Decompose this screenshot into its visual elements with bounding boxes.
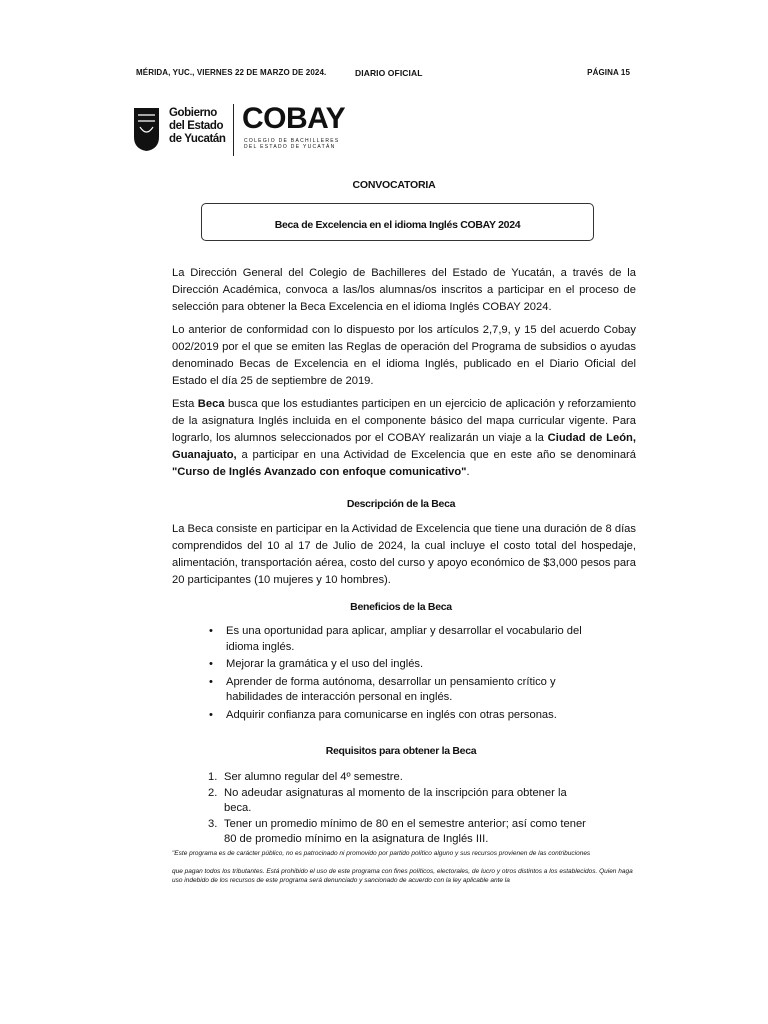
gobierno-line-2: del Estado (169, 120, 224, 132)
cobay-logo: COBAY (242, 102, 346, 135)
section-heading-requisitos: Requisitos para obtener la Beca (325, 745, 477, 757)
item-text: Tener un promedio mínimo de 80 en el semestre anterior; así como tener 80 de promedio mínimo en la asignatura de Inglés III. (224, 817, 586, 845)
logo-divider (233, 104, 234, 156)
paragraph-legal: Lo anterior de conformidad con lo dispuesto por los artículos 2,7,9, y 15 del acuerdo Cobay 002/2019 por el que se emiten las Reglas de operación del Programa de subsidios o ayudas denominado Becas de Excelencia en el idioma Inglés, publicado en el Diario Oficial del Estado el día 25 de septiembre de 2019. (172, 324, 636, 387)
section-heading-beneficios: Beneficios de la Beca (350, 601, 452, 613)
header-page-number: PÁGINA 15 (587, 68, 630, 77)
gobierno-line-1: Gobierno (169, 107, 217, 119)
requirements-list (208, 770, 588, 848)
item-text: Ser alumno regular del 4º semestre. (224, 771, 403, 783)
cobay-sub-line-2: DEL ESTADO DE YUCATÁN (244, 144, 336, 150)
p3-bold-course: "Curso de Inglés Avanzado con enfoque comunicativo" (172, 466, 467, 478)
item-number: 2. (208, 786, 218, 799)
p3-bold-beca: Beca (197, 398, 225, 410)
p3-text-c: busca que los estudiantes participen en un ejercicio de aplicación y reforzamiento de la asignatura Inglés incluida en el componente básico del mapa curricular vigente. Para lograrlo, los alumnos seleccionados por el COBAY realizarán un viaje a la (172, 398, 636, 444)
gobierno-line-3: de Yucatán (169, 133, 226, 145)
paragraph-intro: La Dirección General del Colegio de Bachilleres del Estado de Yucatán, a través de la Dirección Académica, convoca a las/los alumnas/os inscritos a participar en el proceso de selección para obtener la Beca Excelencia en el idioma Inglés COBAY 2024. (172, 267, 636, 313)
cobay-sub-line-1: COLEGIO DE BACHILLERES (244, 138, 340, 144)
footnote-line-2: que pagan todos los tributantes. Está prohibido el uso de este programa con fines políticos, electorales, de lucro y otros distintos a los establecidos. Quien haga uso indebido de los recursos de este programa será denunciado y sancionado de acuerdo con la ley aplicable ante la (172, 868, 633, 884)
cobay-subtitle (244, 138, 340, 150)
p3-bold-city: Ciudad de León, Guanajuato, (172, 432, 636, 461)
list-item: • Aprender de forma autónoma, desarrollar un pensamiento crítico y habilidades de interacción personal en inglés. (206, 675, 586, 706)
footnote-line-1: "Este programa es de carácter público, no es patrocinado ni promovido por partido político alguno y sus recursos provienen de las contribuciones (172, 850, 591, 857)
gobierno-logo-text (169, 107, 226, 146)
list-item: • Es una oportunidad para aplicar, ampliar y desarrollar el vocabulario del idioma inglés. (206, 624, 586, 655)
benefits-list (206, 624, 586, 725)
list-item (208, 817, 588, 848)
p3-text-e: a participar en una Actividad de Excelencia que en este año se denominará (236, 449, 636, 461)
list-item (208, 770, 588, 786)
p3-text-a: Esta (172, 398, 198, 410)
paragraph-objective (172, 396, 636, 481)
header-date: MÉRIDA, YUC., VIERNES 22 DE MARZO DE 2024. (136, 68, 327, 77)
section-heading-descripcion: Descripción de la Beca (346, 498, 456, 510)
list-item: • Mejorar la gramática y el uso del inglés. (206, 657, 586, 673)
beca-title: Beca de Excelencia en el idioma Inglés COBAY 2024 (274, 219, 521, 231)
paragraph-description: La Beca consiste en participar en la Actividad de Excelencia que tiene una duración de 8 días comprendidos del 10 al 17 de Julio de 2024, la cual incluye el costo total del hospedaje, alimentación, transportación aérea, costo del curso y apoyo económico de $3,000 pesos para 20 participantes (10 mujeres y 10 hombres). (172, 523, 636, 586)
list-item (208, 786, 588, 817)
gobierno-shield-icon (133, 107, 160, 152)
header-publication: DIARIO OFICIAL (355, 68, 423, 78)
item-text: No adeudar asignaturas al momento de la inscripción para obtener la beca. (224, 786, 567, 814)
item-number: 1. (208, 771, 218, 783)
logos-area (133, 104, 353, 156)
list-item: • Adquirir confianza para comunicarse en inglés con otras personas. (206, 708, 586, 724)
p3-text-g: . (466, 466, 470, 478)
document-title: CONVOCATORIA (352, 179, 436, 191)
item-number: 3. (208, 817, 218, 830)
